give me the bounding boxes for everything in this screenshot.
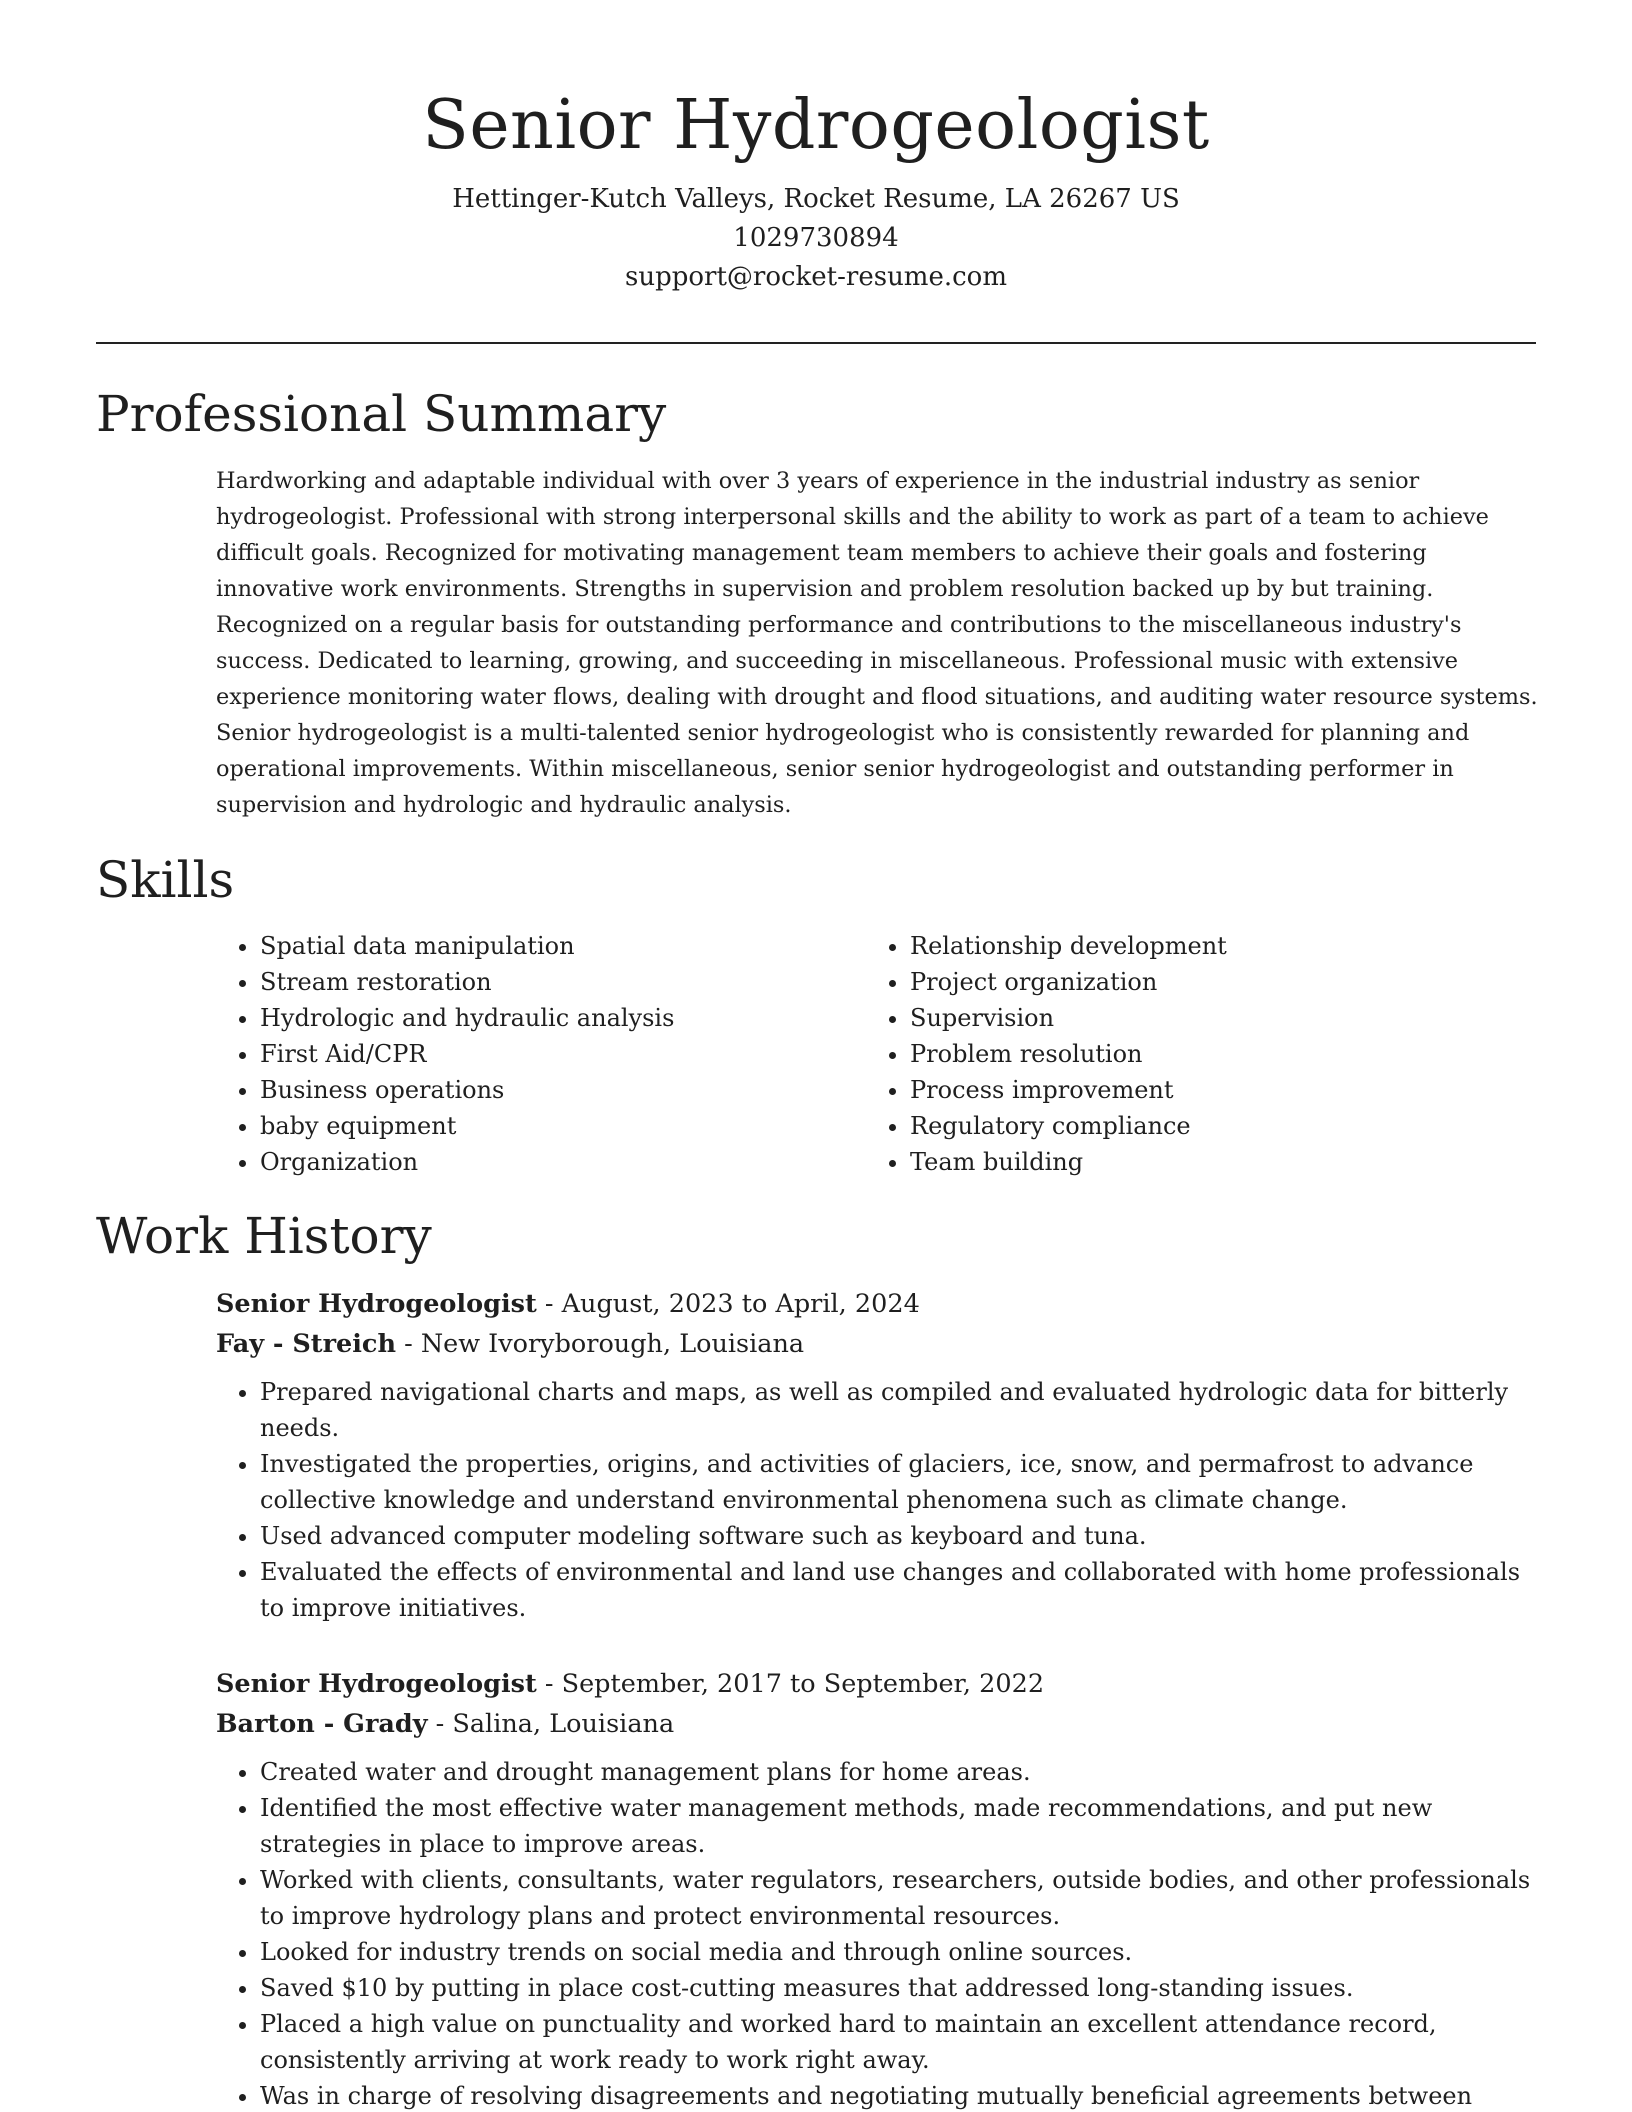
job-dates: - August, 2023 to April, 2024 (536, 1289, 920, 1319)
job-dates: - September, 2017 to September, 2022 (536, 1669, 1045, 1699)
job-title-line (216, 1664, 1536, 1704)
skill-item: • Stream restoration (260, 964, 866, 1000)
job-location: - New Ivoryborough, Louisiana (396, 1329, 805, 1359)
job-title-line (216, 1284, 1536, 1324)
job-duty: • Identified the most effective water management methods, made recommendations, and put new strategies in place to improve areas. (260, 1790, 1536, 1862)
job-title: Senior Hydrogeologist (216, 1289, 537, 1319)
job-duty: • Was in charge of resolving disagreements and negotiating mutually beneficial agreements between (260, 2078, 1536, 2112)
skill-item: • Organization (260, 1144, 866, 1180)
skill-item: • Process improvement (910, 1072, 1516, 1108)
phone-number: 1029730894 (733, 223, 899, 253)
job-company-line (216, 1704, 1536, 1744)
job-duty: • Looked for industry trends on social media and through online sources. (260, 1934, 1536, 1970)
skills-column-left (216, 928, 866, 1180)
skill-item: • Supervision (910, 1000, 1516, 1036)
address: Hettinger-Kutch Valleys, Rocket Resume, LA 26267 US (452, 184, 1180, 214)
skill-item: • Relationship development (910, 928, 1516, 964)
job-location: - Salina, Louisiana (427, 1709, 675, 1739)
job-duty: • Worked with clients, consultants, water regulators, researchers, outside bodies, and other professionals to improve hydrology plans and protect environmental resources. (260, 1862, 1536, 1934)
job-title: Senior Hydrogeologist (216, 1669, 537, 1699)
job-duty: • Created water and drought management plans for home areas. (260, 1754, 1536, 1790)
summary-text: Hardworking and adaptable individual with over 3 years of experience in the industrial industry as senior hydrogeologist. Professional with strong interpersonal skills and the ability to work as part of a team to achieve difficult goals. Recognized for motivating management team members to achieve their goals and fostering innovative work environments. Strengths in supervision and problem resolution backed up by but training. Recognized on a regular basis for outstanding performance and contributions to the miscellaneous industry's success. Dedicated to learning, growing, and succeeding in miscellaneous. Professional music with extensive experience monitoring water flows, dealing with drought and flood situations, and auditing water resource systems. Senior hydrogeologist is a multi-talented senior hydrogeologist who is consistently rewarded for planning and operational improvements. Within miscellaneous, senior senior hydrogeologist and outstanding performer in supervision and hydrologic and hydraulic analysis. (216, 468, 1538, 818)
job-company: Barton - Grady (216, 1709, 428, 1739)
job-duty: • Evaluated the effects of environmental and land use changes and collaborated with home professionals to improve initiatives. (260, 1554, 1536, 1626)
skill-item: • Spatial data manipulation (260, 928, 866, 964)
job-company-line (216, 1324, 1536, 1364)
skill-item: • Problem resolution (910, 1036, 1516, 1072)
skills-column-right (866, 928, 1516, 1180)
resume-header (96, 80, 1536, 297)
skill-item: • Regulatory compliance (910, 1108, 1516, 1144)
job-duty: • Placed a high value on punctuality and worked hard to maintain an excellent attendance record, consistently arriving at work ready to work right away. (260, 2006, 1536, 2078)
job-duty: • Used advanced computer modeling software such as keyboard and tuna. (260, 1518, 1536, 1554)
skill-item: • Team building (910, 1144, 1516, 1180)
skill-item: • baby equipment (260, 1108, 866, 1144)
skill-item: • Business operations (260, 1072, 866, 1108)
job-duty: • Saved $10 by putting in place cost-cutting measures that addressed long-standing issues. (260, 1970, 1536, 2006)
skill-item: • First Aid/CPR (260, 1036, 866, 1072)
summary-heading: Professional Summary (96, 385, 667, 443)
job-duties (216, 1754, 1536, 2112)
work-history-heading: Work History (96, 1207, 432, 1265)
job-company: Fay - Streich (216, 1329, 396, 1359)
skill-item: • Project organization (910, 964, 1516, 1000)
skills-heading: Skills (96, 851, 235, 909)
job-duty: • Investigated the properties, origins, and activities of glaciers, ice, snow, and permafrost to advance collective knowledge and understand environmental phenomena such as climate change. (260, 1446, 1536, 1518)
job-duty: • Prepared navigational charts and maps, as well as compiled and evaluated hydrologic data for bitterly needs. (260, 1374, 1536, 1446)
job-entry (216, 1664, 1536, 2112)
header-divider (96, 342, 1536, 344)
skill-item: • Hydrologic and hydraulic analysis (260, 1000, 866, 1036)
email-address: support@rocket-resume.com (624, 262, 1007, 292)
candidate-name: Senior Hydrogeologist (422, 86, 1210, 165)
skills-list (216, 928, 1536, 1180)
job-entry (216, 1284, 1536, 1626)
job-duties (216, 1374, 1536, 1626)
